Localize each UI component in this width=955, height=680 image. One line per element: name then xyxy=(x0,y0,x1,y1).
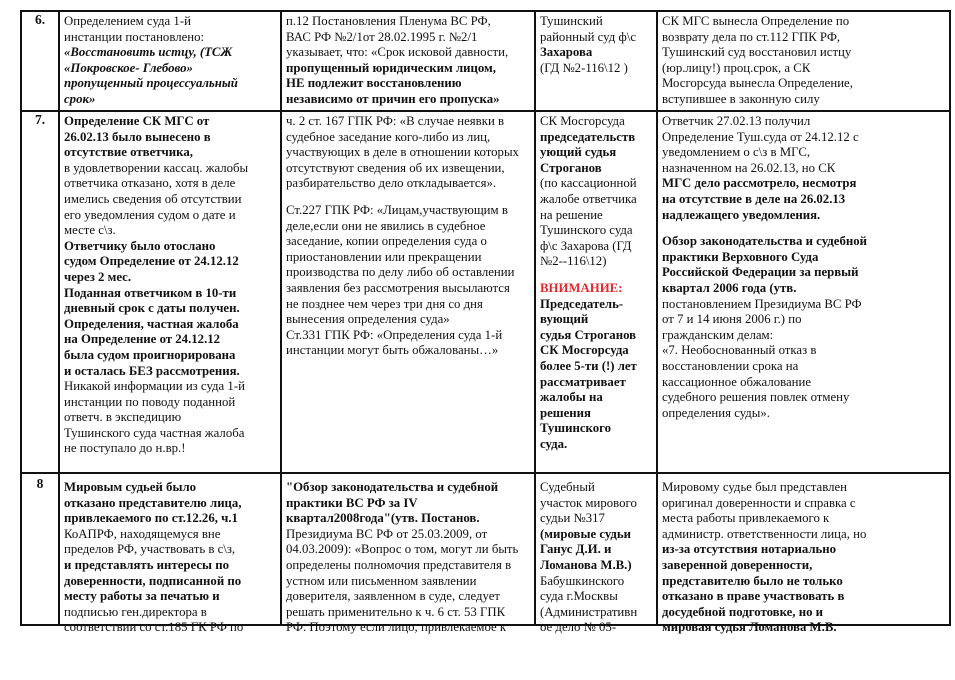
text-line: администр. ответственности лица, но xyxy=(662,526,867,541)
text-line: Российской Федерации за первый xyxy=(662,265,859,280)
text-line: МГС дело рассмотрело, несмотря xyxy=(662,176,857,191)
text-line: вующий xyxy=(540,312,589,327)
row-divider xyxy=(22,472,949,474)
text-line: Поданная ответчиком в 10-ти xyxy=(64,285,237,300)
text-line: ответч. в экспедицию xyxy=(64,410,182,425)
text-line: Председатель- xyxy=(540,296,624,311)
text-line: подписью ген.директора в xyxy=(64,604,207,619)
text-line: назначенном на 26.02.13, но СК xyxy=(662,160,836,175)
text-line: оригинал доверенности и справка с xyxy=(662,495,856,510)
text-line: (Административн xyxy=(540,604,638,619)
text-line: пропущенный юридическим лицом, xyxy=(286,60,496,75)
row-divider xyxy=(22,110,949,112)
text-line: КоАПРФ, находящемуся вне xyxy=(64,526,221,541)
text-line: 04.03.2009): «Вопрос о том, могут ли быть xyxy=(286,542,519,557)
text-line: определения суды». xyxy=(662,405,771,420)
text-line: решать применительно к ч. 6 ст. 53 ГПК xyxy=(286,604,506,619)
text-line: Президиума ВС РФ от 25.03.2009, от xyxy=(286,526,488,541)
text-line: доверителя, заявленном в суде, следует xyxy=(286,589,500,604)
text-line: практики ВС РФ за IV xyxy=(286,495,418,510)
text-line: Ст.227 ГПК РФ: «Лицам,участвующим в xyxy=(286,202,508,217)
paragraph-gap xyxy=(662,223,946,234)
text-line: Определение Туш.суда от 24.12.12 с xyxy=(662,129,859,144)
text-line: его уведомления судом о дате и xyxy=(64,207,236,222)
text-line: более 5-ти (!) лет xyxy=(540,358,637,373)
text-line: Судебный xyxy=(540,480,595,494)
text-line: Мосгорсуда вынесла Определение, xyxy=(662,76,853,91)
document-table xyxy=(20,10,951,635)
text-line: инстанции могут быть обжалованы…» xyxy=(286,343,499,358)
text-line: досудебной подготовке, но и xyxy=(662,604,824,619)
text-line: Бабушкинского xyxy=(540,573,625,588)
row-8-description xyxy=(60,480,280,635)
text-line: (мировые судьи xyxy=(540,526,632,541)
text-line: рассматривает xyxy=(540,374,626,389)
text-line: от 7 и 14 июня 2006 г.) по xyxy=(662,312,802,327)
text-line: СК Мосгорсуда xyxy=(540,343,629,358)
text-line: участок мирового xyxy=(540,495,637,510)
text-line: ое дело № 05- xyxy=(540,620,617,635)
text-line: п.12 Постановления Пленума ВС РФ, xyxy=(286,14,491,28)
text-line: указывает, что: «Срок исковой давности, xyxy=(286,45,509,60)
text-line: пропущенный процессуальный xyxy=(64,76,238,91)
paragraph-gap xyxy=(286,192,530,203)
text-line: Тушинский xyxy=(540,14,603,28)
row-6-description xyxy=(60,14,280,110)
text-line: ВНИМАНИЕ: xyxy=(540,280,623,295)
text-line: дневный срок с даты получен. xyxy=(64,301,240,316)
text-line: районный суд ф\с xyxy=(540,29,637,44)
text-line: на решение xyxy=(540,207,603,222)
text-line: ф\с Захарова (ГД xyxy=(540,238,632,253)
text-line: заявления без рассмотрения высылаются xyxy=(286,280,510,295)
text-line: не поступало до н.вр.! xyxy=(64,441,186,456)
text-line: определены полномочия представителя в xyxy=(286,557,512,572)
paragraph-gap xyxy=(540,270,652,281)
text-line: отказано в праве участвовать в xyxy=(662,589,845,604)
text-line: устном или письменном заявлении xyxy=(286,573,477,588)
row-7-legal-basis xyxy=(282,114,534,472)
text-line: практики Верховного Суда xyxy=(662,249,819,264)
text-line: (юр.лицу!) проц.срок, а СК xyxy=(662,60,811,75)
text-line: Обзор законодательства и судебной xyxy=(662,234,867,249)
row-6-court xyxy=(536,14,656,110)
text-line: на Определение от 24.12.12 xyxy=(64,332,221,347)
text-line: отсутствие ответчика, xyxy=(64,145,193,160)
text-line: судебное заседание кого-либо из лиц, xyxy=(286,129,491,144)
text-line: вынесения определения суда» xyxy=(286,312,450,327)
text-line: месте с\з. xyxy=(64,223,116,238)
text-line: Определения, частная жалоба xyxy=(64,316,239,331)
text-line: из-за отсутствия нотариально xyxy=(662,542,837,557)
text-line: Мировому судье был представлен xyxy=(662,480,848,494)
row-7-description xyxy=(60,114,280,472)
text-line: решения xyxy=(540,405,591,420)
text-line: Тушинского суда xyxy=(540,223,633,238)
text-line: Никакой информации из суда 1-й xyxy=(64,379,245,394)
text-line: заседание, копии определения суда о xyxy=(286,234,487,249)
text-line: Тушинского суда частная жалоба xyxy=(64,425,245,440)
text-line: СК МГС вынесла Определение по xyxy=(662,14,850,28)
text-line: ч. 2 ст. 167 ГПК РФ: «В случае неявки в xyxy=(286,114,505,128)
text-line: имелись сведения об отсутствии xyxy=(64,191,242,206)
text-line: месту работы за печатью и xyxy=(64,589,220,604)
text-line: вступившее в законную силу xyxy=(662,91,820,106)
text-line: судья Строганов xyxy=(540,327,637,342)
text-line: представителю было не только xyxy=(662,573,843,588)
row-8-court xyxy=(536,480,656,635)
text-line: судом Определение от 24.12.12 xyxy=(64,254,239,269)
text-line: ответчика отказано, хотя в деле xyxy=(64,176,236,191)
text-line: (ГД №2-116\12 ) xyxy=(540,60,628,75)
row-7-comment xyxy=(658,114,950,472)
text-line: разбирательство дело откладывается». xyxy=(286,176,497,191)
text-line: ВАС РФ №2/1от 28.02.1995 г. №2/1 xyxy=(286,29,478,44)
text-line: жалобе ответчика xyxy=(540,191,637,206)
text-line: НЕ подлежит восстановлению xyxy=(286,76,462,91)
row-8-legal-basis xyxy=(282,480,534,635)
text-line: судьи №317 xyxy=(540,511,605,526)
text-line: приостановлении или прекращении xyxy=(286,249,482,264)
row-8-comment xyxy=(658,480,950,635)
text-line: №2--116\12) xyxy=(540,254,607,269)
row-6-comment xyxy=(658,14,950,110)
text-line: Ответчику было отослано xyxy=(64,238,216,253)
text-line: суда г.Москвы xyxy=(540,589,618,604)
text-line: РФ. Поэтому если лицо, привлекаемое к xyxy=(286,620,507,635)
row-number: 7. xyxy=(34,112,46,127)
text-line: квартал2008года"(утв. Постанов. xyxy=(286,511,480,526)
text-line: "Обзор законодательства и судебной xyxy=(286,480,499,494)
text-line: в удовлетворении кассац. жалобы xyxy=(64,160,249,175)
text-line: гражданским делам: xyxy=(662,327,774,342)
text-line: постановлением Президиума ВС РФ xyxy=(662,296,862,311)
text-line: инстанции постановлено: xyxy=(64,29,205,44)
text-line: суда. xyxy=(540,436,568,451)
text-line: Ломанова М.В.) xyxy=(540,557,632,572)
text-line: ующий судья xyxy=(540,145,617,160)
text-line: производства по делу либо об оставлении xyxy=(286,265,515,280)
text-line: «7. Необоснованный отказ в xyxy=(662,343,817,358)
row-6-legal-basis xyxy=(282,14,534,110)
text-line: Ганус Д.И. и xyxy=(540,542,612,557)
text-line: судебного решения повлек отмену xyxy=(662,390,850,405)
text-line: срок» xyxy=(64,91,96,106)
text-line: «Восстановить истцу, (ТСЖ xyxy=(64,45,233,60)
text-line: деле,если они не явились в судебное xyxy=(286,218,486,233)
text-line: пределов РФ, участвовать в с\з, xyxy=(64,542,236,557)
text-line: Определение СК МГС от xyxy=(64,114,210,128)
text-line: отсутствуют сведения об их извещении, xyxy=(286,160,505,175)
text-line: отказано представителю лица, xyxy=(64,495,242,510)
text-line: председательств xyxy=(540,129,636,144)
text-line: привлекаемого по ст.12.26, ч.1 xyxy=(64,511,238,526)
text-line: Тушинского xyxy=(540,421,612,436)
text-line: через 2 мес. xyxy=(64,269,132,284)
text-line: соответствии со ст.185 ГК РФ по xyxy=(64,620,244,635)
text-line: Захарова xyxy=(540,45,593,60)
text-line: «Покровское- Глебово» xyxy=(64,60,193,75)
text-line: места работы привлекаемого к xyxy=(662,511,830,526)
text-line: была судом проигнорирована xyxy=(64,347,236,362)
text-line: и представлять интересы по xyxy=(64,557,229,572)
text-line: надлежащего уведомления. xyxy=(662,207,821,222)
text-line: жалобы на xyxy=(540,390,603,405)
text-line: Ответчик 27.02.13 получил xyxy=(662,114,811,128)
row-7-court xyxy=(536,114,656,472)
text-line: Строганов xyxy=(540,160,602,175)
text-line: кассационное обжалование xyxy=(662,374,812,389)
text-line: независимо от причин его пропуска» xyxy=(286,91,500,106)
text-line: не позднее чем через три дня со дня xyxy=(286,296,483,311)
text-line: доверенности, подписанной по xyxy=(64,573,242,588)
text-line: участвующих в деле в отношении которых xyxy=(286,145,519,160)
text-line: на отсутствие в деле на 26.02.13 xyxy=(662,191,846,206)
text-line: уведомлением о с\з в МГС, xyxy=(662,145,811,160)
text-line: заверенной доверенности, xyxy=(662,557,813,572)
text-line: возврату дела по ст.112 ГПК РФ, xyxy=(662,29,841,44)
text-line: квартал 2006 года (утв. xyxy=(662,280,797,295)
row-number: 6. xyxy=(34,12,46,27)
text-line: мировая судья Ломанова М.В. xyxy=(662,620,837,635)
text-line: Определением суда 1-й xyxy=(64,14,191,28)
text-line: (по кассационной xyxy=(540,176,637,191)
text-line: и осталась БЕЗ рассмотрения. xyxy=(64,363,240,378)
text-line: восстановлении срока на xyxy=(662,358,799,373)
text-line: инстанции по поводу поданной xyxy=(64,394,236,409)
text-line: Мировым судьей было xyxy=(64,480,197,494)
text-line: Тушинский суд восстановил истцу xyxy=(662,45,852,60)
text-line: 26.02.13 было вынесено в xyxy=(64,129,211,144)
text-line: Ст.331 ГПК РФ: «Определения суда 1-й xyxy=(286,327,503,342)
row-number: 8 xyxy=(36,476,44,491)
text-line: СК Мосгорсуда xyxy=(540,114,625,128)
